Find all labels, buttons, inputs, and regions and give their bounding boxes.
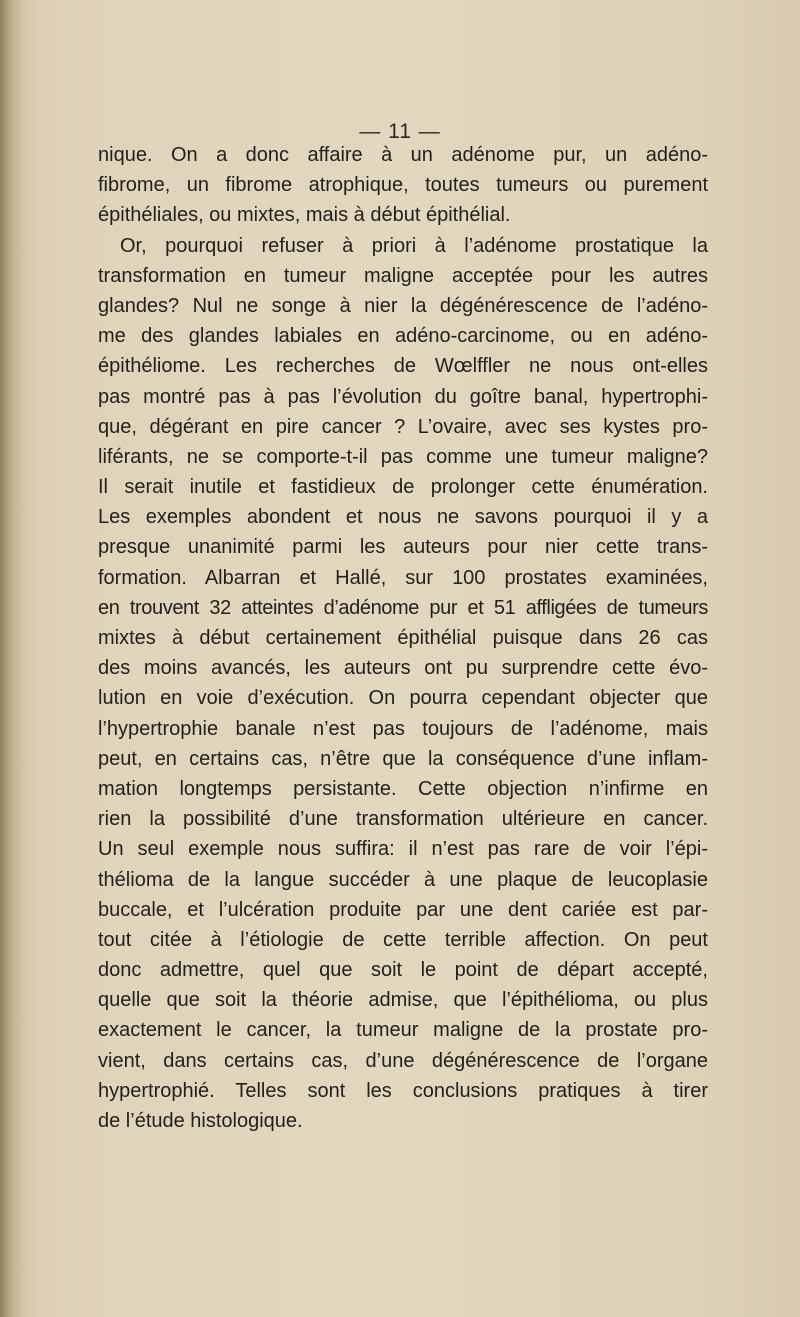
text-line: des moins avancés, les auteurs ont pu surprendre cette évo- xyxy=(98,657,708,680)
text-line: hypertrophié. Telles sont les conclusions pratiques à tirer xyxy=(98,1079,708,1102)
text-line: mation longtemps persistante. Cette objection n’infirme en xyxy=(98,777,708,800)
text-line: glandes? Nul ne songe à nier la dégénérescence de l’adéno- xyxy=(98,294,708,317)
text-line: liférants, ne se comporte-t-il pas comme une tumeur maligne? xyxy=(98,445,708,468)
text-line: formation. Albarran et Hallé, sur 100 prostates examinées, xyxy=(98,566,708,589)
text-line: épithéliome. Les recherches de Wœlffler ne nous ont-elles xyxy=(98,355,708,378)
text-line: tout citée à l’étiologie de cette terrible affection. On peut xyxy=(98,928,708,951)
text-line: buccale, et l’ulcération produite par une dent cariée est par- xyxy=(98,898,708,921)
text-line: fibrome, un fibrome atrophique, toutes tumeurs ou purement xyxy=(98,174,708,197)
text-line: Un seul exemple nous suffira: il n’est pas rare de voir l’épi- xyxy=(98,838,708,861)
text-line: rien la possibilité d’une transformation ultérieure en cancer. xyxy=(98,808,708,831)
text-line: peut, en certains cas, n’être que la conséquence d’une inflam- xyxy=(98,747,708,770)
body-text xyxy=(98,140,708,1136)
text-line: thélioma de la langue succéder à une plaque de leucoplasie xyxy=(98,868,708,891)
text-line: nique. On a donc affaire à un adénome pur, un adéno- xyxy=(98,144,708,166)
text-line: presque unanimité parmi les auteurs pour nier cette trans- xyxy=(98,536,708,559)
text-line: épithéliales, ou mixtes, mais à début épithélial. xyxy=(98,204,511,227)
text-line: en trouvent 32 atteintes d’adénome pur et 51 affligées de tumeurs xyxy=(98,596,708,619)
text-line: me des glandes labiales en adéno-carcinome, ou en adéno- xyxy=(98,325,708,348)
text-line: donc admettre, quel que soit le point de départ accepté, xyxy=(98,959,708,982)
page-number: — 11 — xyxy=(359,120,441,143)
text-line: exactement le cancer, la tumeur maligne de la prostate pro- xyxy=(98,1019,708,1042)
text-line: de l’étude histologique. xyxy=(98,1110,303,1132)
text-line: lution en voie d’exécution. On pourra cependant objecter que xyxy=(98,687,708,710)
text-line: Or, pourquoi refuser à priori à l’adénome prostatique la xyxy=(120,234,708,257)
text-line: Il serait inutile et fastidieux de prolonger cette énumération. xyxy=(98,476,708,499)
text-line: que, dégérant en pire cancer ? L’ovaire, avec ses kystes pro- xyxy=(98,415,708,438)
text-line: mixtes à début certainement épithélial puisque dans 26 cas xyxy=(98,627,708,649)
text-line: vient, dans certains cas, d’une dégénérescence de l’organe xyxy=(98,1049,708,1072)
text-line: l’hypertrophie banale n’est pas toujours de l’adénome, mais xyxy=(98,717,708,740)
binding-shadow xyxy=(0,0,22,1317)
text-line: Les exemples abondent et nous ne savons pourquoi il y a xyxy=(98,506,708,529)
text-line: pas montré pas à pas l’évolution du goître banal, hypertrophi- xyxy=(98,385,708,408)
text-line: quelle que soit la théorie admise, que l’épithélioma, ou plus xyxy=(98,989,708,1012)
text-line: transformation en tumeur maligne acceptée pour les autres xyxy=(98,264,708,287)
